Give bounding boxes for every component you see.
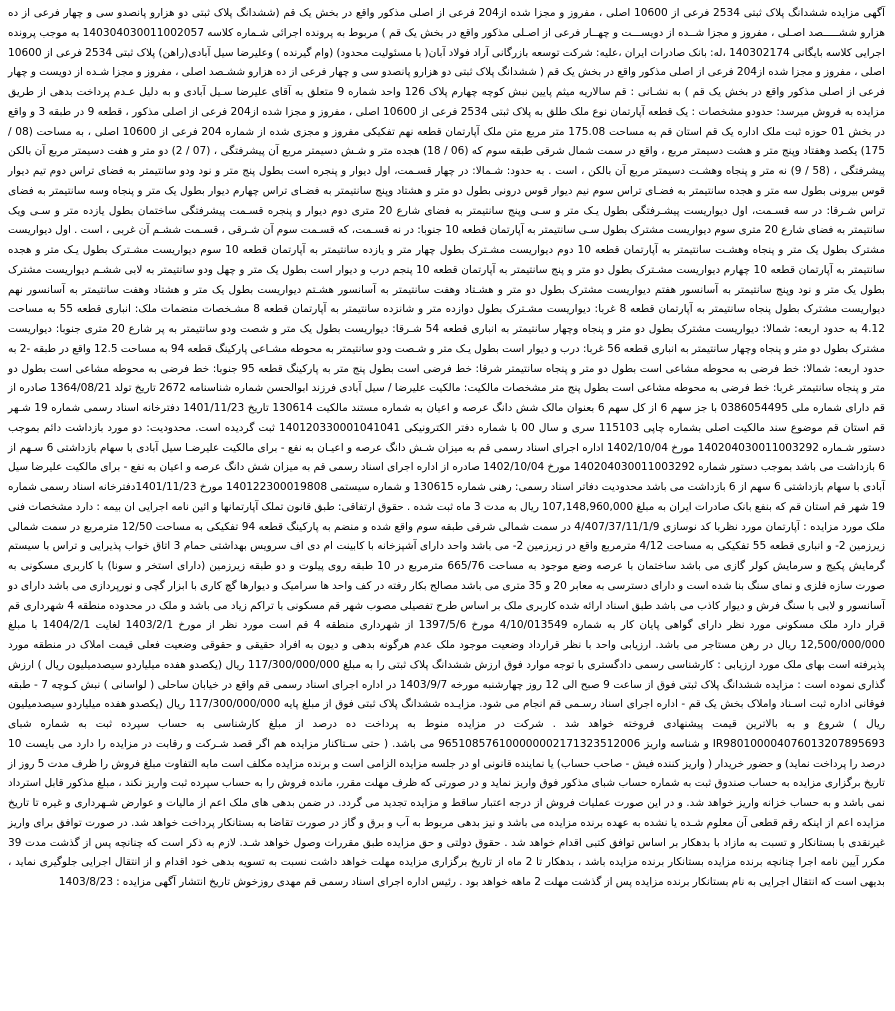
notice-body: (ششدانگ پلاک ثبتی دو هزارو پانصدو سی و چهار فرعی از ده هزارو ششـــــصد اصـلی ، مفروز و مجزا شــده از دویســـت و چهــار فرعی از اصـلی مذکور واقع در بخش یک قم ) مربوط به پرونده اجرائی شـماره کلاسه 140304030011002057 به موجب پرونده اجرایی کلاسه بایگانی 140302174 ،له: بانک صادرات ایران ،علیه: شرکت توسعه بازرگانی آراد فولاد آبان( با مسئولیت محدود) (وام گیرنده ) وعلیرضا سیل آبادی(راهن) پلاک ثبتی 2534 فرعی از 10600 اصلی ، مفروز و مجزا شده از204 فرعی از اصلی مذکور واقع در بخش یک قم ( ششدانگ پلاک ثبتی دو هزارو پانصدو سی و چهار فرعی از ده هزارو ششـصد اصلی ، مفروز و مجزا شـده از دویست و چهار فرعی از اصلی مذکور واقع در بخش یک قم ) به نشـانی : قم سالاریه میثم پایین نبش کوچه چهارم پلاک 126 واحد شماره 9 متعلق به آقای علیرضا سـیل آبادی و به دلیل عـدم پرداخت بدهی از طریق مزایده به فروش میرسد: حدودو مشخصات : یک قطعه آپارتمان نوع ملک طلق به پلاک ثبتی 2534 فرعی از 10600 اصلی ، مفروز و مجزا شده از204 فرعی از اصلی مذکور ، قطعه 9 در طبقه 3 و واقع در بخش 01 حوزه ثبت ملک اداره یک قم استان قم به مساحت 175.08 متر مربع متن ملک آپارتمان قطعه نهم تفکیکی مفروز و مجزی شده از شماره 204 فرعی از 10600 اصلی ، به مساحت (08 / 175) یکصد وهفتاد وپنج متر و هشت دسیمتر مربع ، واقع در سمت شمال شرقی طبقه سوم که (06 / 18) هجده متر و شـش دسیمتر مربع آن پیشرفتگی ، (07 / 2) دو متر و هفت دسیمتر مربع آن بالکن پیشرفتگی ، (58 / 9) نه متر و پنجاه وهشـت دسیمتر مربع آن بالکن ، است . به حدود: شـمالا: در چهار قسـمت، اول دیوار و پنجره است بطول پنج متر و نود ودو سانتیمتر به فضای تراس دوم تیم دیوار قوس بیرونی بطول سه متر و هجده سانتیمتر به فضـای تراس سوم نیم دیوار قوس درونی بطول دو متر و هشتاد وپنج سانتیمتر به فضـای تراس چهارم دیوار بطول یک متر و پنجاه وسه سانتیمتر به فضای تراس شـرقا: در سه قسـمت، اول دیواریست پیشـرفتگی بطول یـک متر و سـی وپنج سانتیمتر به فضای شارع 20 متری دوم دیوار و پنجره قسـمت پیشرفتگی ساختمان بطول یازده متر و سـی ویک سانتیمتر به فضای شارع 20 متری سوم دیواریست مشترک بطول سـی سانتیمتر به آپارتمان قطعه 10 جنوبا: در نه قسـمت، که قسـمت سوم آن شـرقی ، قسـمت ششـم آن غربی ، است . اول دیواریست مشترک بطول یک متر و پنجاه وهشـت سانتیمتر به آپارتمان قطعه 10 دوم دیواریست مشـترک بطول چهار متر و یازده سانتیمتر به آپارتمان قطعه 10 سوم دیواریست مشـترک بطول یـک متر و هجده سانتیمتر به آپارتمان قطعه 10 چهارم دیواریست مشـترک بطول دو متر و پنج سانتیمتر به آپارتمان قطعه 10 پنجم درب و دیوار است بطول یک متر و چهل ودو سانتیمتر به لابی ششـم دیواریست مشترک بطول یک متر و نود وپنج سانتیمتر به آسانسور هفتم دیواریست مشترک بطول دو متر و هشـتاد وهفت سانتیمتر به آسانسور هشـتم دیواریست بطول یک متر و هشتاد وهفت سانتیمتر به آسانسور نهم دیواریست مشترک بطول پنجاه سانتیمتر به آپارتمان قطعه 8 غربا: دیواریست مشـترک بطول دوازده متر و شانزده سانتیمتر به آپارتمان قطعه 8 مشـخصات منضمات ملک: انباری قطعه 55 به مساحت 4.12 به حدود اربعه: شمالا: دیواریست مشترک بطول دو متر و پنجاه وچهار سانتیمتر به انباری قطعه 54 شـرقا: دیواریست بطول یک متر و شصت ودو سانتیمتر به پر شارع 20 متری جنوبا: دیواریست مشترک بطول دو متر و پنجاه وچهار سانتیمتر به انباری قطعه 56 غربا: درب و دیوار است بطول یـک متر و شـصت ودو سانتیمتر به محوطه مشـاعی پارکینگ قطعه 94 به مساحت 12.5 واقع در طبقه -2 به حدود اربعه: شمالا: خط فرضی به محوطه مشاعی است بطول دو متر و پنجاه سانتیمتر شرقا: خط فرضی است بطول پنج متر به پارکینگ قطعه 95 جنوبا: خط فرضی به محوطه مشاعی است بطول دو متر و پنجاه سانتیمتر غربا: خط فرضی به محوطه مشاعی است بطول پنج متر مشخصات مالکیت: مالکیت علیرضا / سیل آبادی فرزند ابوالحسن شماره شناسنامه 2672 تاریخ تولد 1364/08/21 صادره از قم دارای شماره ملی 0386054495 با جز سهم 6 از کل سهم 6 بعنوان مالک شش دانگ عرصه و اعیان به شماره مستند مالکیت 130614 تاریخ 1401/11/23 دفترخانه اسناد رسمی شماره 19 شـهر قم استان قم موضوع سند مالکیت اصلی بشماره چاپی 115103 سری و سال 00 با شماره دفتر الکترونیکی 140120330001041041 ثبت گردیده است. محدودیت: دو مورد بازداشت دائم بموجب دستور شـماره 140204030011003292 مورخ 1402/10/04 اداره اجرای اسناد رسمی قم به میزان شـش دانگ عرصه و اعیـان به نفع - برای مالکیت علیرضـا سیل آبادی با سهام بازداشتی 6 سـهم از 6 بازداشت می باشد بموجب دستور شماره 140204030011003292 مورخ 1402/10/04 صادره از اداره اجرای اسناد رسمی قم به میزان شش دانگ عرصه و اعیان به نفع - برای مالکیت علیرضا سیل آبادی با سهام بازداشتی 6 سهم از 6 بازداشت می باشد محدودیت دفاتر اسناد رسمی: رهنی شماره 130615 و شماره سیستمی 140122300019808 مورخ 1401/11/23دفترخانه اسناد رسمی شماره 19 شهر قم استان قم که بنفع بانک صادرات ایران به مبلغ 107,148,960,000 ریال به مدت 3 ماه ثبت شده . حقوق ارتفاقی: طبق قانون تملک آپارتمانها و ائین نامه اجرایی ان بیمه : دارد مشخصات فنی ملک مورد مزایده : آپارتمان مورد نظربا کد نوسازی 4/407/37/11/1/9 در سمت شمالی شرقی طبقه سوم واقع شده و منضم به پارکینگ قطعه 94 تفکیکی به مساحت 12/50 مترمربع در سمت شمالی زیرزمین 2- و انباری قطعه 55 تفکیکی به مساحت 4/12 مترمربع واقع در زیرزمین 2- می باشد واحد دارای آشپزخانه با کابینت ام دی اف سرویس بهداشتی حمام 3 اتاق خواب پذیرایی و تراس با سیستم گرمایش پکیج و سرمایش کولر گازی می باشد ساختمان با عرصه وضع موجود به مساحت 665/76 مترمربع در 10 طبقه روی پیلوت و دو طبقه زیرزمین (دارای استخر و سونا) با کاربری مسکونی به صورت سازه فلزی و نمای سنگ بنا شده است و دارای دسترسی به معابر 20 و 35 متری می باشد مصالح بکار رفته در کف واحد ها سرامیک و دیوارها گچ کاری با ابزار گچی و نورپردازی می باشد دارای دو آسانسور و لابی با سنگ فرش و دیوار کاذب می باشد طبق اسناد ارائه شده کاربری ملک بر اساس طرح تفصیلی مصوب شهر قم مسکونی با تراکم زیاد می باشد و ملک در محدوده منطقه 4 شهرداری قم قرار دارد ملک مسکونی مورد نظر دارای گواهی پایان کار به شماره 4/10/013549 مورخ 1397/5/6 از شهرداری منطقه 4 قم است مورد نظر از مورخ 1403/2/1 لغایت 1404/2/1 با مبلغ 12,500/000/000 ریال در رهن مستاجر می باشد. ارزیابی واحد با نظر قرارداد وضعیت موجود ملک عدم هرگونه بدهی و دیون به افراد حقیقی و حقوقی وضعیت فعلی قیمت املاک در منطقه مورد پذیرفته است بهای ملک مورد ارزیابی : کارشناسی رسمی دادگستری با توجه موارد فوق ارزش ششدانگ پلاک ثبتی را به مبلغ 117/300/000/000 ریال (یکصدو هفده میلیاردو سیصدمیلیون ریال ) ارزش گذاری نموده است : مزایده ششدانگ پلاک ثبتی فوق از ساعت 9 صبح الی 12 روز چهارشنبه مورخه 1403/9/7 در اداره اجرای اسناد رسمی قم واقع در خیابان ساحلی ( لواسانی ) نبش کـوچه 7 - طبقه فوقانی اداره ثبت اسـناد واملاک بخش یک قم - اداره اجرای اسناد رسـمی قم انجام می شود. مزایـده ششدانگ پلاک ثبتی فوق از مبلغ پایه 117/300/000/000 ریال (یکصدو هفده میلیاردو سیصدمیلیون ریال ) شروع و به بالاترین قیمت پیشنهادی فروخته خواهد شد . شرکت در مزایده منوط به پرداخت ده درصد از مبلغ کارشناسی به حساب سپرده ثبت به شماره شبای IR980100004076013207895693 و شناسه واریز 965108576100000002171323512006 می باشد. ( حتی سـتاکنار مزایده هم اگر قصد شـرکت و رقابت در مزایده را دارد می بایست 10 درصد را پرداخت نماید) و حضور خریدار ( واریز کننده فیش - صاحب حساب) یا نماینده قانونی او در جلسه مزایده الزامی است و برنده مزایده مکلف است مابه التفاوت مبلغ فروش را ظرف مدت 5 روز از تاریخ برگزاری مزایده به حساب صندوق ثبت به شماره حساب شبای مذکور فوق واریز نماید و در صورتی که ظرف مهلت مقرر، مانده فروش را به حساب سپرده ثبت واریز نکند ، مبلغ مذکور قابل استرداد نمی باشد و به حساب خزانه واریز خواهد شد. و در این صورت عملیات فروش از درجه اعتبار ساقط و مزایده تجدید می گردد. در ضمن بدهی های ملک اعم از مالیات و عوارض شـهرداری و غیره تا تاریخ مزایده اعم از اینکه رقم قطعی آن معلوم شـده یا نشده به عهده برنده مزایده می باشد و نیز بدهی مربوط به آب و برق و گاز در صورت تقاضا به بستانکار پرداخت خواهد شد. در صورت توافق برای واریز غیرنقدی با بستانکار و تسبت به مازاد با بدهکار بر اساس توافق کتبی اقدام خواهد شد . حقوق دولتی و حق مزایده طبق مقررات وصول خواهد شـد. لازم به ذکر است که چنانچه پس از گذشت مدت 39 مکرر آیین نامه اجرا چنانچه برنده مزایده بستانکار برنده مزایده باشد ، بدهکار تا 2 ماه از تاریخ برگزاری مزایده مهلت خواهد داشت نسبت به تسویه بدهی خود اقدام و از انتقال اجرایی جلوگیری نماید ، بدیهی است که انتقال اجرایی به نام بستانکار برنده مزایده پس از گذشت مهلت 2 ماهه خواهد بود . رئیس اداره اجرای اسناد رسمی قم مهدی روزخوش تاریخ انتشار آگهی مزایده : 1403/8/23 xyxy=(8,7,886,888)
notice-title: آگهی مزایده ششدانگ پلاک ثبتی 2534 فرعی از 10600 اصلی ، مفروز و مجزا شده از204 فرعی از اصلی مذکور واقع در بخش یک قم xyxy=(283,7,885,19)
notice-paragraph xyxy=(8,4,885,893)
